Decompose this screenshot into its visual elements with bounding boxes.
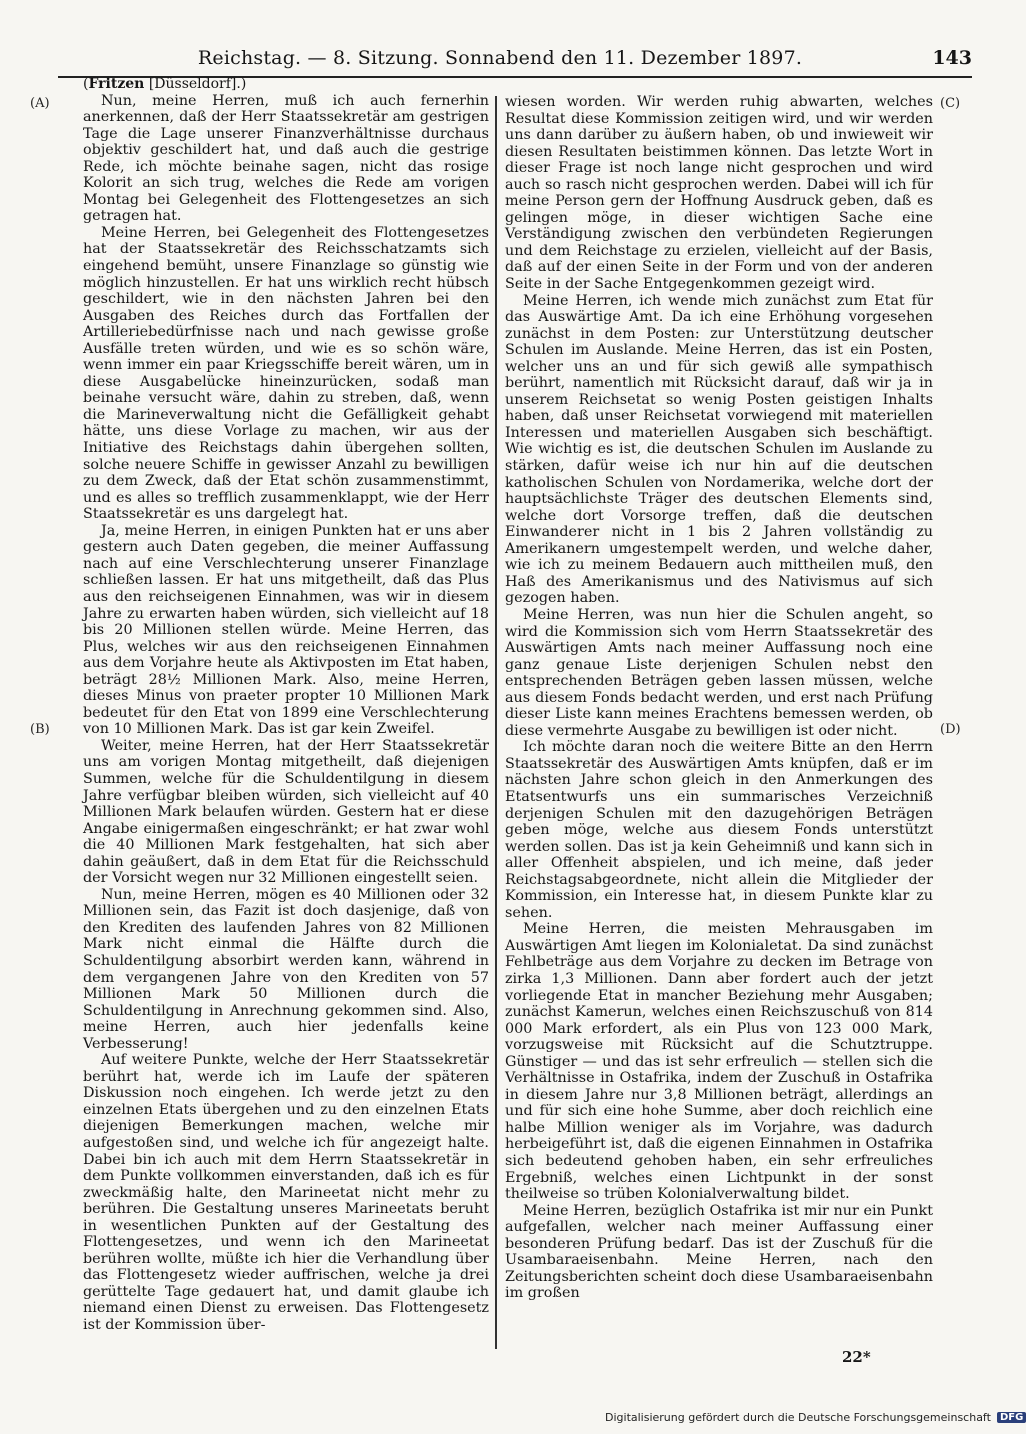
paragraph: Nun, meine Herren, mögen es 40 Millionen oder 32 Millionen sein, das Fazit ist doch dasjenige, daß von den Krediten des laufenden Jahres von 82 Millionen Mark nicht einmal die Hälfte durch die Schuldentilgung absorbirt werden kann, während in dem vergangenen Jahre von den Krediten von 57 Millionen Mark 50 Millionen durch die Schuldentilgung in Anrechnung gekommen sind. Also, meine Herren, auch hier jedenfalls keine Verbesserung! (83, 886, 489, 1052)
column-divider (495, 96, 497, 1349)
margin-marker-c: (C) (940, 96, 961, 111)
paragraph: Auf weitere Punkte, welche der Herr Staatssekretär berührt hat, werde ich im Laufe der späteren Diskussion noch eingehen. Ich werde jetzt zu den einzelnen Etats übergehen und zu den einzelnen Etats diejenigen Bemerkungen machen, welche mir aufgestoßen sind, und welche ich für angezeigt halte. Dabei bin ich auch mit dem Herrn Staatssekretär in dem Punkte vollkommen einverstanden, daß ich es für zweckmäßig halte, den Marineetat nicht mehr zu berühren. Die Gestaltung unseres Marineetats beruht in wesentlichen Punkten auf der Gestaltung des Flottengesetzes, und wenn ich den Marineetat berühren wollte, müßte ich hier die Verhandlung über das Flottengesetz wieder auffrischen, welche ja drei gerüttelte Tage gedauert hat, und damit glaube ich niemand einen Dienst zu erweisen. Das Flottengesetz ist der Kommission über- (83, 1052, 489, 1334)
page-number: 143 (932, 47, 972, 69)
speaker-name: Fritzen (88, 76, 145, 92)
paragraph: wiesen worden. Wir werden ruhig abwarten, welches Resultat diese Kommission zeitigen wird, und wir werden uns dann darüber zu äußern haben, ob und inwieweit wir diesen Resultaten beistimmen können. Das letzte Wort in dieser Frage ist noch lange nicht gesprochen und wird auch so rasch nicht gesprochen werden. Dabei will ich für meine Person gern der Hoffnung Ausdruck geben, daß es gelingen möge, in dieser wichtigen Sache eine Verständigung zwischen den verbündeten Regierungen und dem Reichstage zu erzielen, vielleicht auf der Basis, daß auf der einen Seite in der Form und von der anderen Seite in der Sache Entgegenkommen gezeigt wird. (505, 94, 933, 293)
paragraph: Ja, meine Herren, in einigen Punkten hat er uns aber gestern auch Daten gegeben, die meiner Auffassung nach auf eine Verschlechterung unserer Finanzlage schließen lassen. Er hat uns mitgetheilt, daß das Plus aus den reichseigenen Einnahmen, was wir in diesem Jahre zu erwarten haben würden, sich vielleicht auf 18 bis 20 Millionen stellen würde. Meine Herren, das Plus, welches wir aus den reichseigenen Einnahmen aus dem Vorjahre heute als Aktivposten im Etat haben, beträgt 28½ Millionen Mark. Also, meine Herren, dieses Minus von praeter propter 10 Millionen Mark bedeutet für den Etat von 1899 eine Verschlechterung von 10 Millionen Mark. Das ist gar kein Zweifel. (83, 522, 489, 738)
speaker-line: (Fritzen [Düsseldorf].) (83, 76, 247, 92)
footer-credit (605, 1411, 1026, 1424)
margin-marker-d: (D) (940, 722, 961, 737)
page-header (0, 43, 1000, 79)
footer-credit-text: Digitalisierung gefördert durch die Deutsche Forschungsgemeinschaft (605, 1411, 991, 1424)
paragraph: Meine Herren, die meisten Mehrausgaben im Auswärtigen Amt liegen im Kolonialetat. Da sind zunächst Fehlbeträge aus dem Vorjahre zu decken im Betrage von zirka 1,3 Millionen. Dann aber fordert auch der jetzt vorliegende Etat in mancher Beziehung mehr Ausgaben; zunächst Kamerun, welches einen Reichszuschuß von 814 000 Mark erfordert, als ein Plus von 123 000 Mark, vorzugsweise mit Rücksicht auf die Schutztruppe. Günstiger — und das ist sehr erfreulich — stellen sich die Verhältnisse in Ostafrika, indem der Zuschuß in Ostafrika in diesem Jahre nur 3,8 Millionen beträgt, allerdings an und für sich eine hohe Summe, aber doch reichlich eine halbe Million weniger als im Vorjahre, was dadurch herbeigeführt ist, daß die eigenen Einnahmen in Ostafrika sich bedeutend gehoben haben, ein sehr erfreuliches Ergebniß, welches einen Lichtpunkt in der sonst theilweise so trüben Kolonialverwaltung bildet. (505, 921, 933, 1203)
paragraph: Meine Herren, bei Gelegenheit des Flottengesetzes hat der Staatssekretär des Reichsschatzamts sich eingehend bemüht, unsere Finanzlage so günstig wie möglich hinzustellen. Er hat uns wirklich recht hübsch geschildert, wie in den nächsten Jahren bei den Ausgaben des Reiches durch das Fortfallen der Artilleriebedürfnisse nach und nach gewisse große Ausfälle treten würden, und wie es so schön wäre, wenn immer ein paar Kriegsschiffe bereit wären, um in diese Ausgabelücke hineinzurücken, sodaß man beinahe versucht wäre, dahin zu streben, daß, wenn die Marineverwaltung nicht die Gefälligkeit gehabt hätte, uns diese Vorlage zu machen, wir aus der Initiative des Reichstags dahin übergehen sollten, solche neuere Schiffe in gewisser Anzahl zu bewilligen zu dem Zweck, daß der Etat schön zusammenstimmt, und es alles so trefflich zusammenklappt, wie der Herr Staatssekretär es uns dargelegt hat. (83, 224, 489, 523)
margin-marker-b: (B) (30, 722, 50, 737)
left-column (83, 76, 489, 1334)
right-column (505, 94, 933, 1302)
sheet-signature: 22* (842, 1348, 871, 1366)
paragraph: Meine Herren, ich wende mich zunächst zum Etat für das Auswärtige Amt. Da ich eine Erhöhung vorgesehen zunächst in dem Posten: zur Unterstützung deutscher Schulen im Auslande. Meine Herren, das ist ein Posten, welcher uns an und für sich gewiß alle sympathisch berührt, namentlich mit Rücksicht darauf, daß wir ja in unserem Reichsetat so wenig Posten geistigen Inhalts haben, daß unser Reichsetat vorwiegend mit materiellen Interessen und materiellen Ausgaben sich beschäftigt. Wie wichtig es ist, die deutschen Schulen im Auslande zu stärken, dafür weise ich nur hin auf die deutschen katholischen Schulen von Nordamerika, welche dort der hauptsächlichste Träger des deutschen Elements sind, welche dort Vorsorge treffen, daß die deutschen Einwanderer nicht in 1 bis 2 Jahren vollständig zu Amerikanern umgestempelt werden, und welche daher, wie ich zu meinem Bedauern auch mittheilen muß, den Haß des Amerikanismus und des Nativismus auf sich gezogen haben. (505, 292, 933, 607)
paragraph: Nun, meine Herren, muß ich auch fernerhin anerkennen, daß der Herr Staatssekretär am gestrigen Tage die Lage unserer Finanzverhältnisse durchaus objektiv geschildert hat, und daß auch die gestrige Rede, ich möchte beinahe sagen, nicht das rosige Kolorit an sich trug, welches die Rede am vorigen Montag bei Gelegenheit des Flottengesetzes an sich getragen hat. (83, 92, 489, 225)
paragraph: Weiter, meine Herren, hat der Herr Staatssekretär uns am vorigen Montag mitgetheilt, daß diejenigen Summen, welche für die Schuldentilgung in diesem Jahre verfügbar bleiben würden, sich vielleicht auf 40 Millionen Mark belaufen würden. Gestern hat er diese Angabe einigermaßen eingeschränkt; er hat zwar wohl die 40 Millionen Mark festgehalten, hat sich aber dahin geäußert, daß in dem Etat für die Reichsschuld der Vorsicht wegen nur 32 Millionen eingestellt seien. (83, 737, 489, 887)
dfg-logo-icon: DFG (997, 1412, 1026, 1423)
speaker-place: [Düsseldorf]. (148, 76, 241, 92)
running-title: Reichstag. — 8. Sitzung. Sonnabend den 11. Dezember 1897. (197, 47, 803, 69)
margin-marker-a: (A) (30, 96, 50, 111)
paragraph: Meine Herren, bezüglich Ostafrika ist mir nur ein Punkt aufgefallen, welcher nach meiner Auffassung einer besonderen Prüfung bedarf. Das ist der Zuschuß für die Usambaraeisenbahn. Meine Herren, nach den Zeitungsberichten scheint doch diese Usambaraeisenbahn im großen (505, 1202, 933, 1302)
paragraph: Meine Herren, was nun hier die Schulen angeht, so wird die Kommission sich vom Herrn Staatssekretär des Auswärtigen Amts nach meiner Auffassung noch eine ganz genaue Liste derjenigen Schulen nebst den entsprechenden Beträgen geben lassen müssen, welche aus diesem Fonds bedacht werden, und erst nach Prüfung dieser Liste kann meines Erachtens bemessen werden, ob diese vermehrte Ausgabe zu bewilligen ist oder nicht. (505, 606, 933, 739)
paragraph: Ich möchte daran noch die weitere Bitte an den Herrn Staatssekretär des Auswärtigen Amts knüpfen, daß er im nächsten Jahre schon gleich in den Anmerkungen des Etatsentwurfs uns ein summarisches Verzeichniß derjenigen Schulen mit den dazugehörigen Beträgen geben möge, welche aus diesem Fonds unterstützt werden sollen. Das ist ja kein Geheimniß und kann sich in aller Offenheit abspielen, und ich meine, daß jeder Reichstagsabgeordnete, nicht allein die Mitglieder der Kommission, ein Interesse hat, in diesem Punkte klar zu sehen. (505, 739, 933, 921)
